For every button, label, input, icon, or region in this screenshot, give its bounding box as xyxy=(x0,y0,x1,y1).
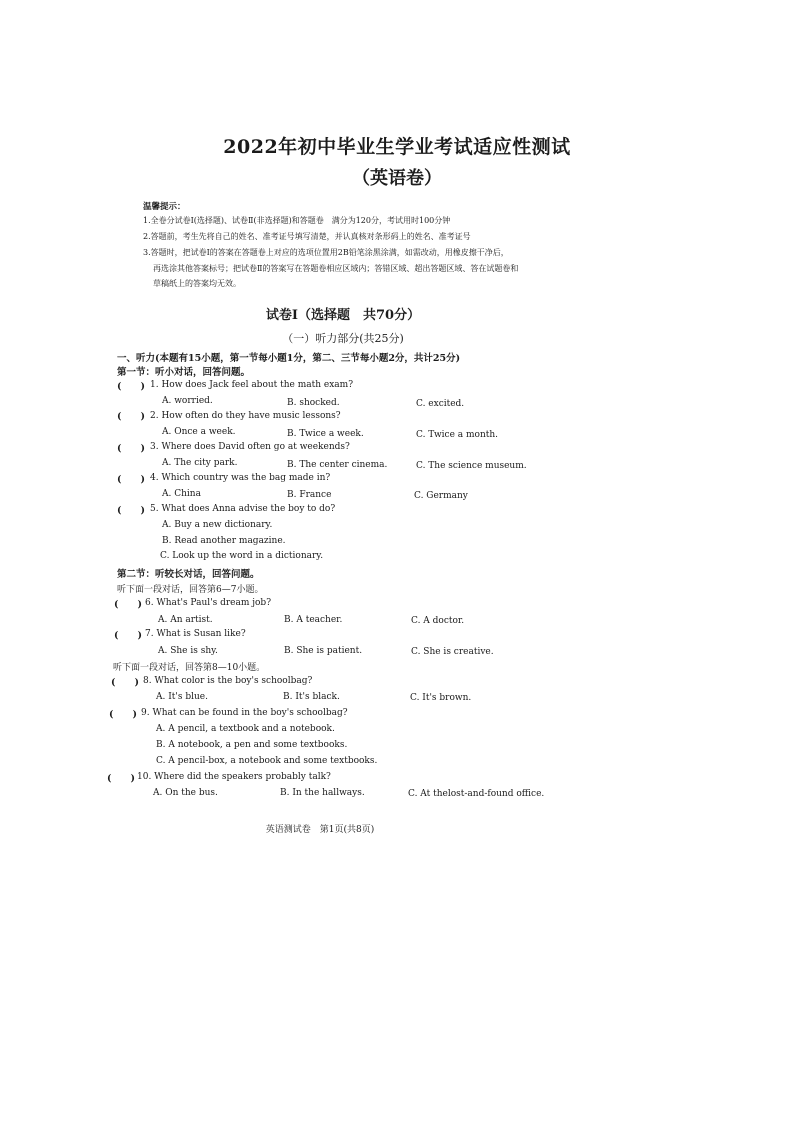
notice-heading: 温馨提示： xyxy=(143,202,186,212)
option-a: A. She is shy. xyxy=(158,646,218,656)
option-b: B. In the hallways. xyxy=(280,788,365,798)
option-b: B. She is patient. xyxy=(284,646,363,656)
answer-bracket[interactable]: ( ) xyxy=(109,709,137,720)
answer-bracket[interactable]: ( ) xyxy=(117,381,145,392)
dialogue-instruction: 听下面一段对话，回答第8—10小题。 xyxy=(113,663,266,673)
question-text: 4. Which country was the bag made in? xyxy=(150,473,331,483)
question-text: 1. How does Jack feel about the math exam? xyxy=(150,380,354,390)
option-b: B. A teacher. xyxy=(284,615,343,625)
option-c: C. She is creative. xyxy=(411,647,494,657)
section-title: 试卷Ⅰ（选择题 共70分） xyxy=(265,308,421,323)
option-b: B. A notebook, a pen and some textbooks. xyxy=(156,740,348,750)
option-c: C. The science museum. xyxy=(416,461,527,471)
section-heading: 第一节：听小对话，回答问题。 xyxy=(117,367,251,378)
option-a: A. On the bus. xyxy=(153,788,218,798)
listening-intro: 一、听力(本题有15小题，第一节每小题1分，第二、三节每小题2分，共计25分) xyxy=(117,353,461,364)
question-text: 3. Where does David often go at weekends? xyxy=(150,442,350,452)
question-text: 2. How often do they have music lessons? xyxy=(150,411,341,421)
dialogue-instruction: 听下面一段对话，回答第6—7小题。 xyxy=(117,585,264,595)
part-title: （一）听力部分(共25分) xyxy=(282,332,404,345)
option-c: C. A pencil-box, a notebook and some textbooks. xyxy=(156,756,378,766)
question-text: 6. What's Paul's dream job? xyxy=(145,598,272,608)
option-b: B. The center cinema. xyxy=(287,460,388,470)
notice-item: 草稿纸上的答案均无效。 xyxy=(153,279,241,288)
option-c: C. A doctor. xyxy=(411,616,465,626)
page-title: 2022年初中毕业生学业考试适应性测试 xyxy=(223,136,571,158)
question-text: 10. Where did the speakers probably talk? xyxy=(137,772,331,782)
answer-bracket[interactable]: ( ) xyxy=(114,630,142,641)
option-a: A. Buy a new dictionary. xyxy=(162,520,273,530)
notice-item: 2.答题前，考生先将自己的姓名、准考证号填写清楚，并认真核对条形码上的姓名、准考证号 xyxy=(143,232,471,241)
question-text: 7. What is Susan like? xyxy=(145,629,246,639)
notice-item: 1.全卷分试卷Ⅰ(选择题)、试卷Ⅱ(非选择题)和答题卷 满分为120分，考试用时100分钟 xyxy=(143,216,451,225)
answer-bracket[interactable]: ( ) xyxy=(117,505,145,516)
option-b: B. shocked. xyxy=(287,398,340,408)
notice-item: 再选涂其他答案标号；把试卷Ⅱ的答案写在答题卷相应区域内；答错区域、超出答题区域、答在试题卷和 xyxy=(153,264,519,273)
option-a: A. An artist. xyxy=(158,615,213,625)
answer-bracket[interactable]: ( ) xyxy=(111,677,139,688)
answer-bracket[interactable]: ( ) xyxy=(117,443,145,454)
option-b: B. It's black. xyxy=(283,692,340,702)
answer-bracket[interactable]: ( ) xyxy=(117,411,145,422)
question-text: 8. What color is the boy's schoolbag? xyxy=(143,676,313,686)
option-c: C. Germany xyxy=(414,491,468,501)
page-subtitle: （英语卷） xyxy=(352,168,442,189)
answer-bracket[interactable]: ( ) xyxy=(117,474,145,485)
notice-item: 3.答题时，把试卷Ⅰ的答案在答题卷上对应的选项位置用2B铅笔涂黑涂满，如需改动，用橡皮擦干净后， xyxy=(143,248,509,257)
option-b: B. Twice a week. xyxy=(287,429,364,439)
question-text: 5. What does Anna advise the boy to do? xyxy=(150,504,336,514)
option-a: A. worried. xyxy=(162,396,213,406)
option-c: C. It's brown. xyxy=(410,693,472,703)
option-a: A. The city park. xyxy=(162,458,238,468)
section-heading: 第二节：听较长对话，回答问题。 xyxy=(117,569,260,580)
option-c: C. At thelost-and-found office. xyxy=(408,789,545,799)
answer-bracket[interactable]: ( ) xyxy=(107,773,135,784)
page-footer: 英语测试卷 第1页(共8页) xyxy=(265,825,375,835)
option-a: A. China xyxy=(162,489,201,499)
option-c: C. Look up the word in a dictionary. xyxy=(160,551,324,561)
question-text: 9. What can be found in the boy's schoolbag? xyxy=(141,708,348,718)
option-c: C. excited. xyxy=(416,399,465,409)
option-a: A. A pencil, a textbook and a notebook. xyxy=(156,724,335,734)
option-b: B. Read another magazine. xyxy=(162,536,286,546)
answer-bracket[interactable]: ( ) xyxy=(114,599,142,610)
option-a: A. Once a week. xyxy=(162,427,236,437)
option-a: A. It's blue. xyxy=(156,692,208,702)
option-b: B. France xyxy=(287,490,332,500)
option-c: C. Twice a month. xyxy=(416,430,499,440)
